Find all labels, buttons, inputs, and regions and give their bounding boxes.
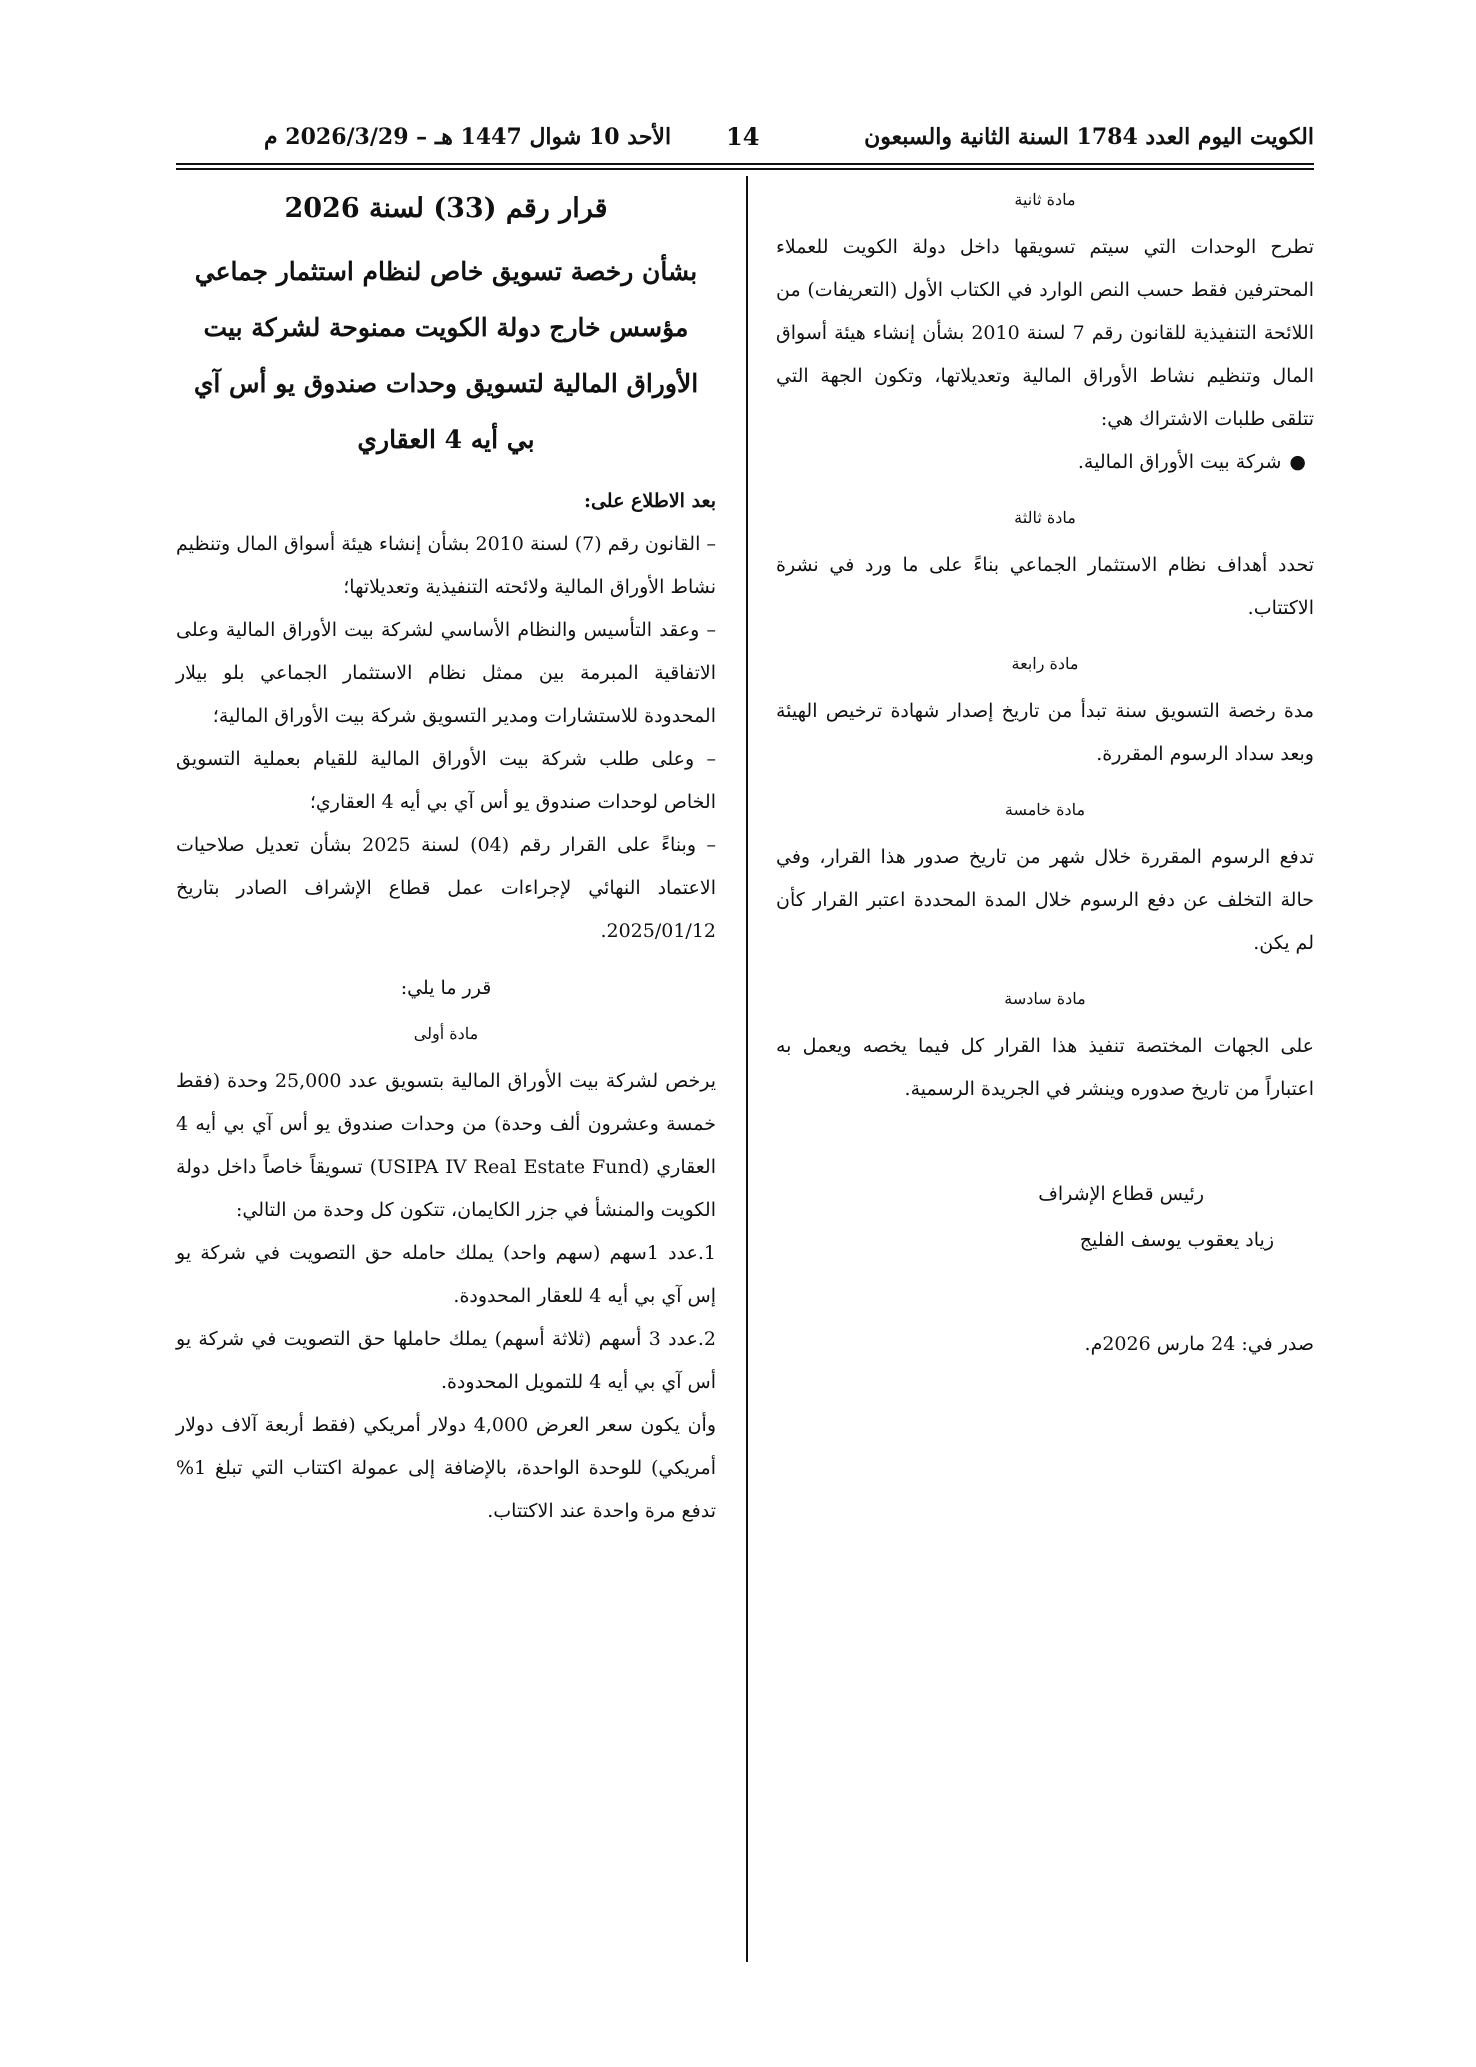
article-4-text: مدة رخصة التسويق سنة تبدأ من تاريخ إصدار شهادة ترخيص الهيئة وبعد سداد الرسوم المقررة. xyxy=(776,700,1314,765)
article-3-title: مادة ثالثة xyxy=(1014,508,1076,527)
reference-4: – وبناءً على القرار رقم (04) لسنة 2025 بشأن تعديل صلاحيات الاعتماد النهائي لإجراءات عمل قطاع الإشراف الصادر بتاريخ 2025/01/12. xyxy=(176,834,717,942)
article-1-text: يرخص لشركة بيت الأوراق المالية بتسويق عدد 25,000 وحدة (فقط خمسة وعشرون ألف وحدة) من وحدات صندوق يو أس آي بي أيه 4 العقاري (USIPA IV Real Estate Fund) تسويقاً خاصاً داخل دولة الكويت والمنشأ في جزر الكايمان، تتكون كل وحدة من التالي: xyxy=(176,1070,716,1221)
preamble: بعد الاطلاع على: xyxy=(583,490,716,512)
issue-date: الأحد 10 شوال 1447 هـ – 2026/3/29 م xyxy=(264,124,672,150)
article-6-title: مادة سادسة xyxy=(1004,989,1086,1008)
bullet-icon: ● xyxy=(1289,451,1306,473)
signature-role: رئيس قطاع الإشراف xyxy=(1038,1183,1204,1205)
header-rule-top xyxy=(176,163,1314,165)
article-1-item-1: 1.عدد 1سهم (سهم واحد) يملك حامله حق التصويت في شركة يو إس آي بي أيه 4 للعقار المحدودة. xyxy=(176,1242,716,1307)
page-number: 14 xyxy=(726,122,760,151)
signature-name: زياد يعقوب يوسف الفليج xyxy=(1079,1229,1274,1251)
reference-3: – وعلى طلب شركة بيت الأوراق المالية للقيام بعملية التسويق الخاص لوحدات صندوق يو أس آي بي أيه 4 العقاري؛ xyxy=(176,748,716,813)
decided-heading: قرر ما يلي: xyxy=(400,977,492,999)
reference-1: – القانون رقم (7) لسنة 2010 بشأن إنشاء هيئة أسواق المال وتنظيم نشاط الأوراق المالية ولائحته التنفيذية وتعديلاتها؛ xyxy=(176,533,716,598)
article-2-title: مادة ثانية xyxy=(1014,190,1076,209)
article-6-text: على الجهات المختصة تنفيذ هذا القرار كل فيما يخصه ويعمل به اعتباراً من تاريخ صدوره وينشر في الجريدة الرسمية. xyxy=(776,1035,1314,1100)
article-2-text: تطرح الوحدات التي سيتم تسويقها داخل دولة الكويت للعملاء المحترفين فقط حسب النص الوارد في الكتاب الأول (التعريفات) من اللائحة التنفيذية للقانون رقم 7 لسنة 2010 بشأن إنشاء هيئة أسواق المال وتنظيم نشاط الأوراق المالية وتعديلاتها، وتكون الجهة التي تتلقى طلبات الاشتراك هي: xyxy=(776,236,1314,430)
article-5-text: تدفع الرسوم المقررة خلال شهر من تاريخ صدور هذا القرار، وفي حالة التخلف عن دفع الرسوم خلال المدة المحددة اعتبر القرار كأن لم يكن. xyxy=(776,846,1314,954)
reference-2: – وعقد التأسيس والنظام الأساسي لشركة بيت الأوراق المالية وعلى الاتفاقية المبرمة بين ممثل نظام الاستثمار الجماعي بلو بيلار المحدودة للاستشارات ومدير التسويق شركة بيت الأوراق المالية؛ xyxy=(176,619,716,727)
issued-date: صدر في: 24 مارس 2026م. xyxy=(1084,1333,1314,1355)
article-1-price: وأن يكون سعر العرض 4,000 دولار أمريكي (فقط أربعة آلاف دولار أمريكي) للوحدة الواحدة، بالإضافة إلى عمولة اكتتاب التي تبلغ 1% تدفع مرة واحدة عند الاكتتاب. xyxy=(176,1414,717,1522)
article-2-bullet xyxy=(776,441,1314,484)
article-4-title: مادة رابعة xyxy=(1011,654,1079,673)
bullet-text: شركة بيت الأوراق المالية. xyxy=(1077,451,1282,473)
right-column xyxy=(776,176,1314,1366)
gazette-issue-info: الكويت اليوم العدد 1784 السنة الثانية والسبعون xyxy=(864,124,1314,150)
left-column xyxy=(176,176,716,1533)
article-5-title: مادة خامسة xyxy=(1004,800,1086,819)
page-header xyxy=(176,118,1314,160)
decision-title: قرار رقم (33) لسنة 2026 xyxy=(284,193,608,224)
article-1-title: مادة أولى xyxy=(413,1024,479,1043)
column-divider xyxy=(746,176,748,1962)
header-rule-bottom xyxy=(176,168,1314,170)
article-1-item-2: 2.عدد 3 أسهم (ثلاثة أسهم) يملك حاملها حق التصويت في شركة يو أس آي بي أيه 4 للتمويل المحدودة. xyxy=(176,1328,716,1393)
decision-subject: بشأن رخصة تسويق خاص لنظام استثمار جماعي مؤسس خارج دولة الكويت ممنوحة لشركة بيت الأوراق المالية لتسويق وحدات صندوق يو أس آي بي أيه 4 العقاري xyxy=(193,257,699,454)
article-3-text: تحدد أهداف نظام الاستثمار الجماعي بناءً على ما ورد في نشرة الاكتتاب. xyxy=(776,554,1314,619)
